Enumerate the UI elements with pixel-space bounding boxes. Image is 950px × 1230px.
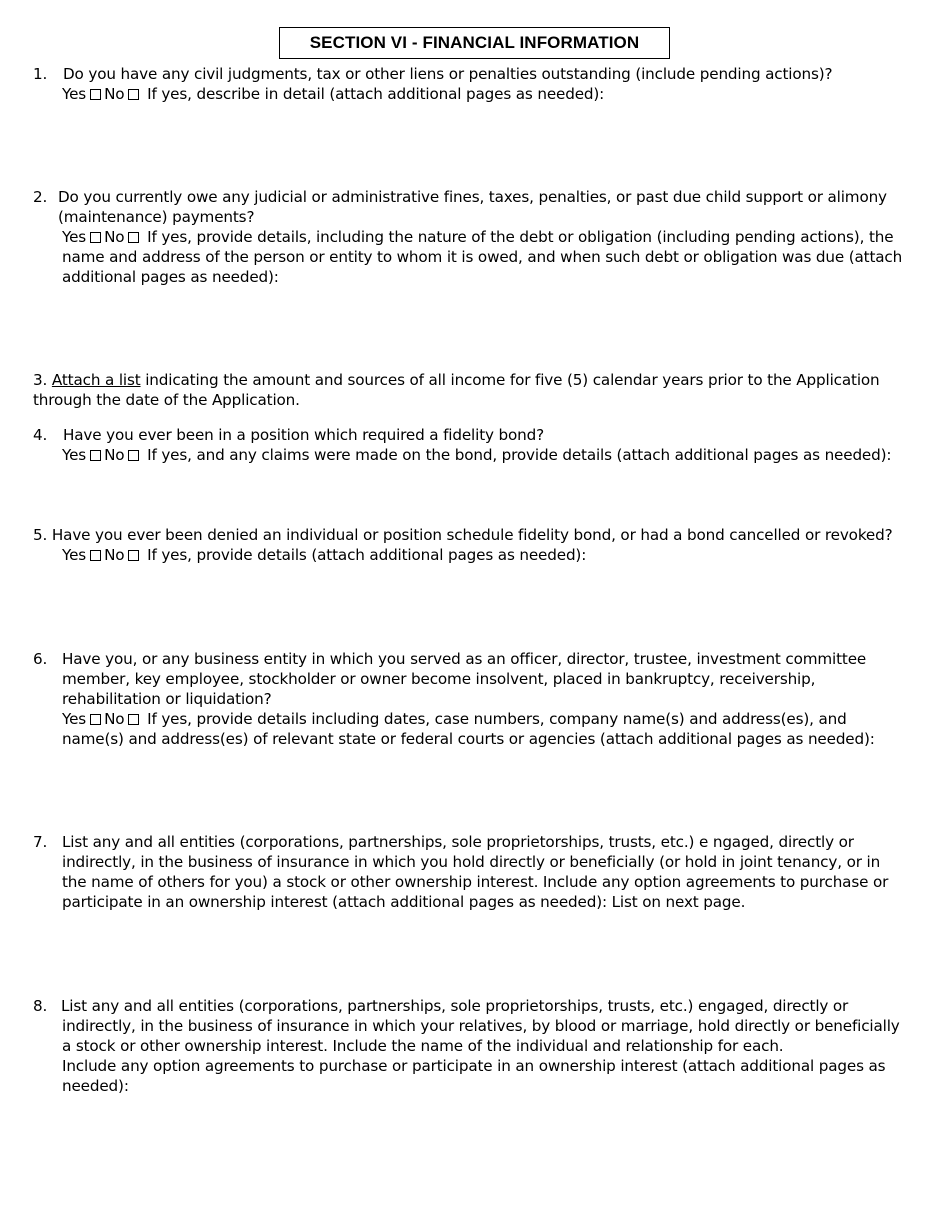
yes-no-row xyxy=(62,228,147,246)
section-title: SECTION VI - FINANCIAL INFORMATION xyxy=(279,27,670,59)
question-text: Have you, or any business entity in which you served as an officer, director, trustee, investment committee xyxy=(62,650,867,668)
question-text: participate in an ownership interest (attach additional pages as needed): List on next page. xyxy=(62,893,746,911)
followup-text: name and address of the person or entity to whom it is owed, and when such debt or obligation was due (attach xyxy=(62,248,903,266)
question-number: 3. xyxy=(33,371,48,389)
no-label: No xyxy=(104,85,125,103)
question-text: indirectly, in the business of insurance in which your relatives, by blood or marriage, hold directly or beneficially xyxy=(62,1017,900,1035)
no-checkbox[interactable] xyxy=(128,232,139,243)
yes-checkbox[interactable] xyxy=(90,714,101,725)
question-text: indicating the amount and sources of all income for five (5) calendar years prior to the Application xyxy=(145,371,880,389)
followup-text: name(s) and address(es) of relevant state or federal courts or agencies (attach additional pages as needed): xyxy=(62,730,875,748)
no-checkbox[interactable] xyxy=(128,89,139,100)
question-number: 1. xyxy=(33,65,48,83)
yes-label: Yes xyxy=(62,546,87,564)
no-label: No xyxy=(104,446,125,464)
question-text: the name of others for you) a stock or other ownership interest. Include any option agreements to purchase or xyxy=(62,873,889,891)
question-number: 7. xyxy=(33,833,48,851)
question-text: through the date of the Application. xyxy=(33,391,300,409)
question-8 xyxy=(33,996,918,1096)
followup-text: additional pages as needed): xyxy=(62,268,279,286)
question-text: Have you ever been denied an individual or position schedule fidelity bond, or had a bond cancelled or revoked? xyxy=(51,526,893,544)
question-5 xyxy=(33,525,918,565)
question-text: a stock or other ownership interest. Include the name of the individual and relationship for each. xyxy=(62,1037,784,1055)
question-text: Have you ever been in a position which required a fidelity bond? xyxy=(63,426,545,444)
followup-text: If yes, provide details including dates, case numbers, company name(s) and address(es), and xyxy=(147,710,847,728)
question-number: 2. xyxy=(33,188,48,206)
followup-text: If yes, provide details (attach additional pages as needed): xyxy=(147,546,587,564)
question-4 xyxy=(33,425,918,465)
yes-checkbox[interactable] xyxy=(90,232,101,243)
yes-label: Yes xyxy=(62,446,87,464)
question-text: needed): xyxy=(62,1077,129,1095)
no-label: No xyxy=(104,228,125,246)
question-3 xyxy=(33,370,918,410)
question-text: member, key employee, stockholder or owner become insolvent, placed in bankruptcy, receivership, xyxy=(62,670,816,688)
question-text: indirectly, in the business of insurance in which you hold directly or beneficially (or hold in joint tenancy, or in xyxy=(62,853,881,871)
question-6 xyxy=(33,649,918,749)
question-text: Do you have any civil judgments, tax or other liens or penalties outstanding (include pending actions)? xyxy=(63,65,833,83)
yes-no-row xyxy=(62,546,147,564)
question-number: 4. xyxy=(33,426,48,444)
question-number: 8. xyxy=(33,997,48,1015)
yes-no-row xyxy=(62,85,147,103)
question-1 xyxy=(33,64,918,104)
question-number: 5. xyxy=(33,526,48,544)
yes-checkbox[interactable] xyxy=(90,89,101,100)
yes-label: Yes xyxy=(62,228,87,246)
question-text: Include any option agreements to purchase or participate in an ownership interest (attach additional pages as xyxy=(62,1057,886,1075)
yes-no-row xyxy=(62,446,147,464)
yes-label: Yes xyxy=(62,710,87,728)
no-checkbox[interactable] xyxy=(128,450,139,461)
no-label: No xyxy=(104,710,125,728)
followup-text: If yes, and any claims were made on the bond, provide details (attach additional pages as needed): xyxy=(147,446,892,464)
no-checkbox[interactable] xyxy=(128,550,139,561)
yes-checkbox[interactable] xyxy=(90,450,101,461)
question-text: (maintenance) payments? xyxy=(58,208,255,226)
no-label: No xyxy=(104,546,125,564)
no-checkbox[interactable] xyxy=(128,714,139,725)
followup-text: If yes, provide details, including the nature of the debt or obligation (including pending actions), the xyxy=(147,228,894,246)
question-text: Do you currently owe any judicial or administrative fines, taxes, penalties, or past due child support or alimony xyxy=(58,188,887,206)
question-text: List any and all entities (corporations, partnerships, sole proprietorships, trusts, etc.) engaged, directly or xyxy=(61,997,849,1015)
followup-text: If yes, describe in detail (attach additional pages as needed): xyxy=(147,85,605,103)
question-text: rehabilitation or liquidation? xyxy=(62,690,272,708)
yes-checkbox[interactable] xyxy=(90,550,101,561)
yes-no-row xyxy=(62,710,147,728)
attach-list-link: Attach a list xyxy=(51,371,141,389)
question-number: 6. xyxy=(33,650,48,668)
question-7 xyxy=(33,832,918,912)
question-2 xyxy=(33,187,918,287)
question-text: List any and all entities (corporations, partnerships, sole proprietorships, trusts, etc.) e ngaged, directly or xyxy=(62,833,854,851)
yes-label: Yes xyxy=(62,85,87,103)
